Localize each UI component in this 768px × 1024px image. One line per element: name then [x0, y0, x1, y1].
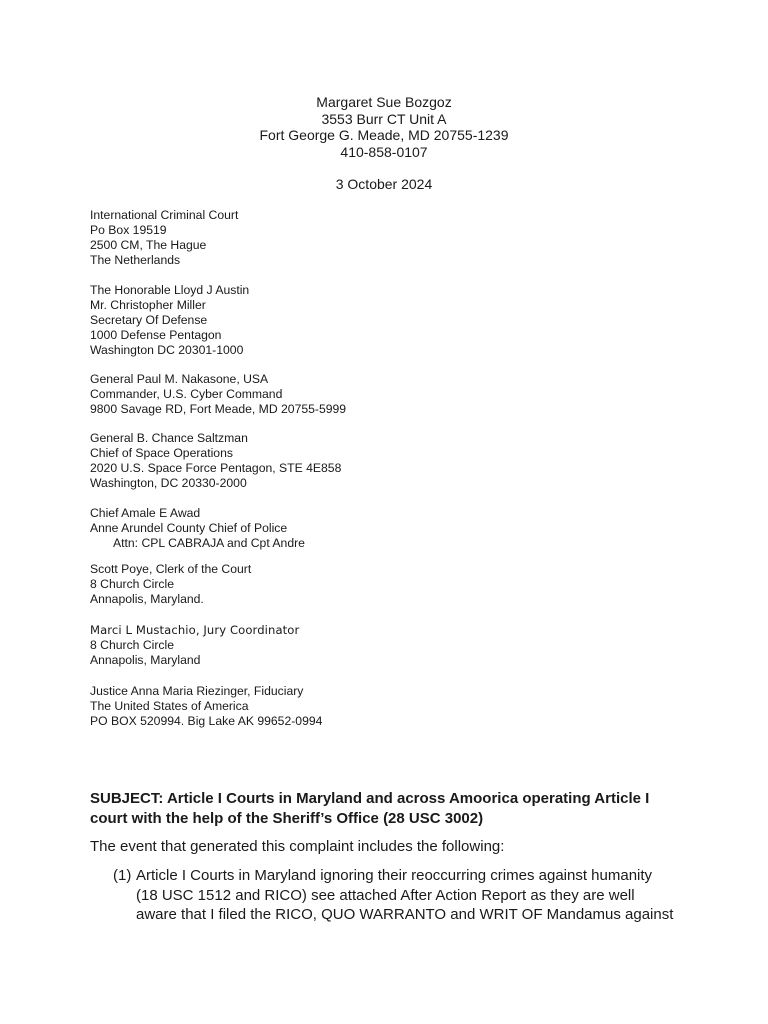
address-line: Commander, U.S. Cyber Command — [90, 387, 283, 401]
address-line: Scott Poye, Clerk of the Court — [90, 562, 252, 576]
address-line: 8 Church Circle — [90, 577, 174, 591]
sender-name: Margaret Sue Bozgoz — [316, 94, 452, 110]
address-line: The Honorable Lloyd J Austin — [90, 283, 250, 297]
address-line: General Paul M. Nakasone, USA — [90, 372, 269, 386]
address-line: General B. Chance Saltzman — [90, 431, 248, 445]
sender-block — [0, 94, 768, 160]
item-body — [113, 866, 693, 925]
address-line: The Netherlands — [90, 253, 181, 267]
address-line: Washington, DC 20330-2000 — [90, 476, 247, 490]
sender-city: Fort George G. Meade, MD 20755-1239 — [259, 127, 509, 143]
address-line: 9800 Savage RD, Fort Meade, MD 20755-5999 — [90, 402, 347, 416]
recipient-clerk-of-court — [90, 562, 251, 607]
address-line: Annapolis, Maryland. — [90, 592, 204, 606]
address-line: Chief Amale E Awad — [90, 506, 201, 520]
address-line: PO BOX 520994. Big Lake AK 99652-0994 — [90, 714, 323, 728]
recipient-police — [90, 506, 305, 551]
item-number: (1) — [113, 867, 132, 884]
address-line: Annapolis, Maryland — [90, 653, 201, 667]
address-line: International Criminal Court — [90, 208, 239, 222]
sender-street: 3553 Burr CT Unit A — [321, 110, 447, 127]
item-line: aware that I filed the RICO, QUO WARRANTO and WRIT OF Mandamus against — [136, 906, 674, 923]
address-line: Secretary Of Defense — [90, 313, 208, 327]
recipient-jury-coordinator — [90, 623, 299, 668]
recipient-space-operations — [90, 431, 341, 491]
subject-line: court with the help of the Sheriff’s Office (28 USC 3002) — [90, 810, 484, 827]
address-line: Chief of Space Operations — [90, 446, 233, 460]
subject-heading — [90, 789, 690, 829]
item-line: Article I Courts in Maryland ignoring their reoccurring crimes against humanity — [136, 867, 653, 884]
intro-paragraph: The event that generated this complaint includes the following: — [90, 838, 505, 855]
address-line: Marci L Mustachio, Jury Coordinator — [90, 623, 300, 637]
letter-date: 3 October 2024 — [335, 176, 433, 192]
address-line: Justice Anna Maria Riezinger, Fiduciary — [90, 684, 304, 698]
address-line: Washington DC 20301-1000 — [90, 343, 244, 357]
address-line: 8 Church Circle — [90, 638, 174, 652]
item-line: (18 USC 1512 and RICO) see attached After Action Report as they are well — [136, 886, 635, 904]
address-line: The United States of America — [90, 699, 249, 713]
address-line: 2500 CM, The Hague — [90, 238, 207, 252]
subject-line: SUBJECT: Article I Courts in Maryland and across Amoorica operating Article I — [90, 790, 650, 807]
attention-line: Attn: CPL CABRAJA and Cpt Andre — [113, 536, 305, 550]
address-line: Mr. Christopher Miller — [90, 298, 206, 312]
address-line: 2020 U.S. Space Force Pentagon, STE 4E858 — [90, 461, 342, 475]
address-line: Po Box 19519 — [90, 223, 167, 237]
recipient-fiduciary — [90, 684, 322, 729]
address-line: Anne Arundel County Chief of Police — [90, 521, 288, 535]
recipient-secretary-of-defense — [90, 283, 249, 358]
address-line: 1000 Defense Pentagon — [90, 328, 222, 342]
recipient-icc — [90, 208, 238, 268]
sender-phone: 410-858-0107 — [340, 143, 428, 160]
recipient-cyber-command — [90, 372, 346, 417]
complaint-item — [113, 866, 693, 925]
